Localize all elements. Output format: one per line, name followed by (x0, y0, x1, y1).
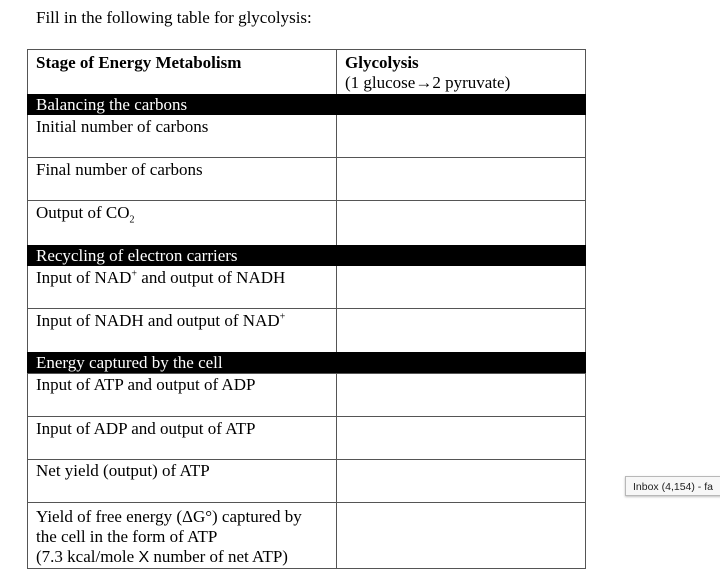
nad-input-label-rest: and output of NADH (137, 268, 286, 287)
nad-superscript: + (279, 311, 286, 323)
nad-superscript: + (131, 268, 138, 280)
free-energy-formula-start: (7.3 kcal/mole (36, 547, 139, 566)
row-divider (27, 502, 586, 503)
co2-subscript: 2 (129, 214, 135, 226)
header-stage-label: Stage of Energy Metabolism (36, 53, 242, 72)
row-free-energy-line2: the cell in the form of ATP (36, 527, 218, 546)
header-glycolysis-subtitle (345, 72, 510, 93)
table-border-right (585, 49, 586, 569)
row-final-carbons: Final number of carbons (36, 160, 203, 179)
subtitle-end: 2 pyruvate) (432, 73, 511, 92)
section-band-energy: Energy captured by the cell (27, 352, 586, 373)
nad-input-label: Input of NAD (36, 268, 132, 287)
table-border-bottom (27, 568, 586, 569)
row-initial-carbons: Initial number of carbons (36, 117, 209, 136)
row-free-energy-line3 (36, 546, 288, 568)
header-glycolysis-title: Glycolysis (345, 53, 419, 72)
table-border-top (27, 49, 586, 50)
row-divider (27, 157, 586, 158)
row-divider (27, 200, 586, 201)
row-nadh-input (36, 310, 285, 331)
free-energy-formula-end: number of net ATP) (149, 547, 288, 566)
subtitle-start: (1 glucose (345, 73, 416, 92)
section-band-carriers: Recycling of electron carriers (27, 245, 586, 266)
row-net-yield: Net yield (output) of ATP (36, 461, 210, 480)
row-free-energy-line1: Yield of free energy (ΔG°) captured by (36, 507, 302, 526)
section-band-carbons: Balancing the carbons (27, 94, 586, 115)
multiply-sign: X (138, 549, 150, 566)
row-co2-output (36, 202, 135, 226)
co2-label: Output of CO (36, 203, 130, 222)
row-atp-input: Input of ATP and output of ADP (36, 375, 256, 394)
table-column-divider (336, 49, 337, 569)
inbox-tooltip: Inbox (4,154) - fa (625, 476, 720, 496)
row-divider (27, 416, 586, 417)
row-divider (27, 308, 586, 309)
right-arrow-icon: → (415, 73, 433, 92)
table-border-left (27, 49, 28, 569)
row-nad-input (36, 267, 285, 288)
instruction-text: Fill in the following table for glycolysis: (36, 8, 312, 27)
nadh-input-label: Input of NADH and output of NAD (36, 311, 280, 330)
row-adp-input: Input of ADP and output of ATP (36, 419, 256, 438)
